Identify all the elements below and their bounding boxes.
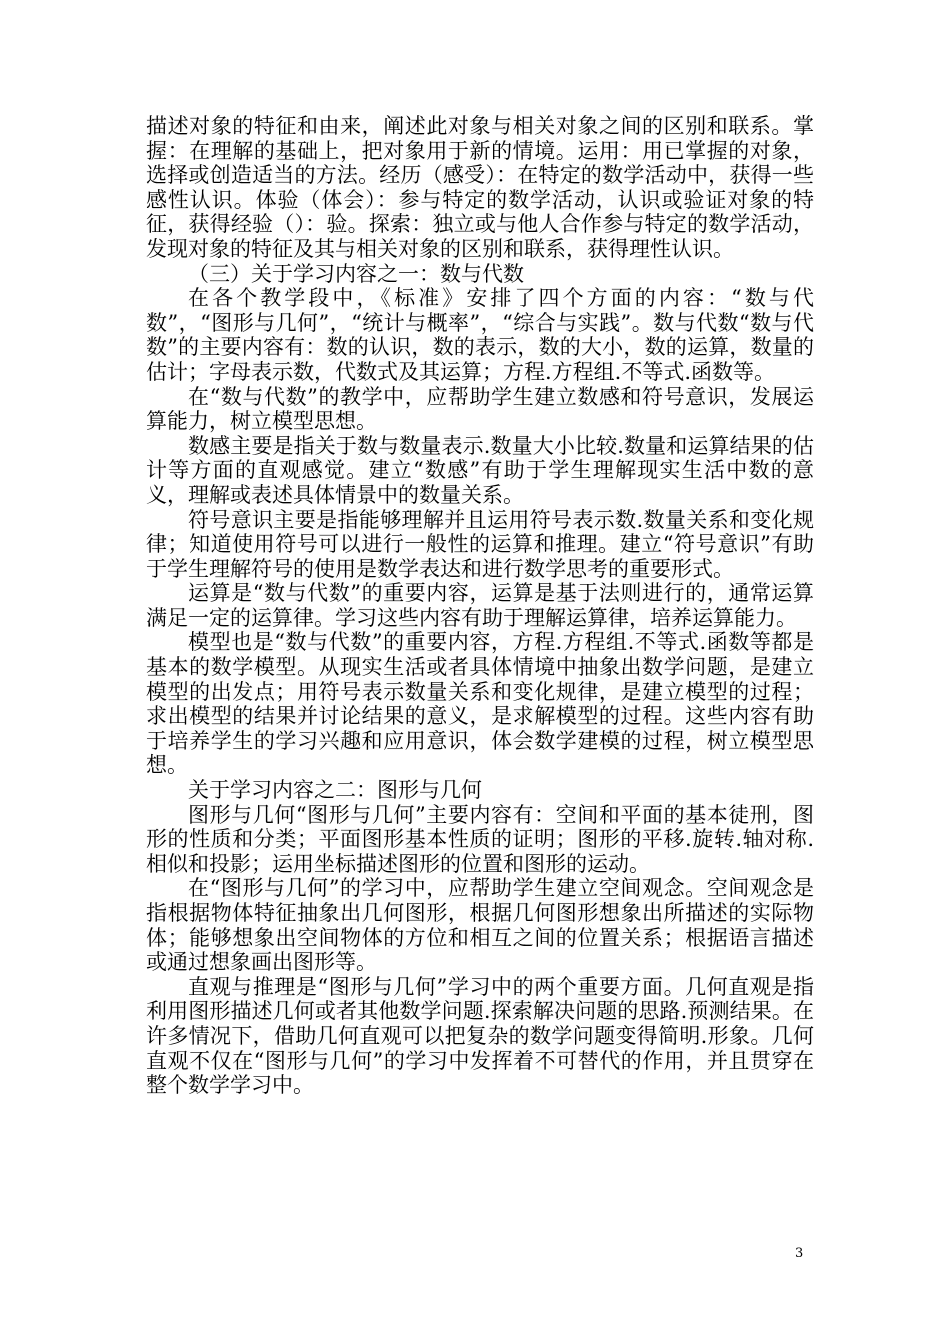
paragraph-operations: 运算是“数与代数”的重要内容，运算是基于法则进行的，通常运算满足一定的运算律。学习这些内容有助于理解运算律，培养运算能力。 [146,581,814,630]
page-body-text [146,114,814,1098]
paragraph-definitions-continued: 描述对象的特征和由来，阐述此对象与相关对象之间的区别和联系。掌握：在理解的基础上，把对象用于新的情境。运用：用已掌握的对象，选择或创造适当的方法。经历（感受）：在特定的数学活动中，获得一些感性认识。体验（体会）：参与特定的数学活动，认识或验证对象的特征，获得经验（）：验。探索：独立或与他人合作参与特定的数学活动，发现对象的特征及其与相关对象的区别和联系，获得理性认识。 [146,114,814,261]
paragraph-intuition-and-reasoning: 直观与推理是“图形与几何”学习中的两个重要方面。几何直观是指利用图形描述几何或者其他数学问题.探索解决问题的思路.预测结果。在许多情况下，借助几何直观可以把复杂的数学问题变得简明.形象。几何直观不仅在“图形与几何”的学习中发挥着不可替代的作用，并且贯穿在整个数学学习中。 [146,974,814,1098]
paragraph-content-overview: 在各个教学段中，《标准》安排了四个方面的内容：“数与代数”，“图形与几何”，“统计与概率”，“综合与实践”。数与代数“数与代数”的主要内容有：数的认识，数的表示，数的大小，数的运算，数量的估计；字母表示数，代数式及其运算；方程.方程组.不等式.函数等。 [146,286,814,384]
paragraph-symbol-sense: 符号意识主要是指能够理解并且运用符号表示数.数量关系和变化规律；知道使用符号可以进行一般性的运算和推理。建立“符号意识”有助于学生理解符号的使用是数学表达和进行数学思考的重要形式。 [146,507,814,581]
paragraph-geometry-content: 图形与几何“图形与几何”主要内容有：空间和平面的基本徒刑，图形的性质和分类；平面图形基本性质的证明；图形的平移.旋转.轴对称.相似和投影；运用坐标描述图形的位置和图形的运动。 [146,802,814,876]
paragraph-number-sense: 数感主要是指关于数与数量表示.数量大小比较.数量和运算结果的估计等方面的直观感觉。建立“数感”有助于学生理解现实生活中数的意义，理解或表述具体情景中的数量关系。 [146,433,814,507]
page-number: 3 [795,1246,804,1261]
paragraph-models: 模型也是“数与代数”的重要内容，方程.方程组.不等式.函数等都是基本的数学模型。从现实生活或者具体情境中抽象出数学问题，是建立模型的出发点；用符号表示数量关系和变化规律，是建立模型的过程；求出模型的结果并讨论结果的意义，是求解模型的过程。这些内容有助于培养学生的学习兴趣和应用意识，体会数学建模的过程，树立模型思想。 [146,630,814,778]
section-heading-geometry: 关于学习内容之二：图形与几何 [188,778,482,803]
paragraph-spatial-concept: 在“图形与几何”的学习中，应帮助学生建立空间观念。空间观念是指根据物体特征抽象出几何图形，根据几何图形想象出所描述的实际物体；能够想象出空间物体的方位和相互之间的位置关系；根据语言描述或通过想象画出图形等。 [146,876,814,975]
section-heading-number-and-algebra: （三）关于学习内容之一：数与代数 [188,261,524,286]
paragraph-teaching-goals: 在“数与代数”的教学中，应帮助学生建立数感和符号意识，发展运算能力，树立模型思想。 [146,384,814,434]
